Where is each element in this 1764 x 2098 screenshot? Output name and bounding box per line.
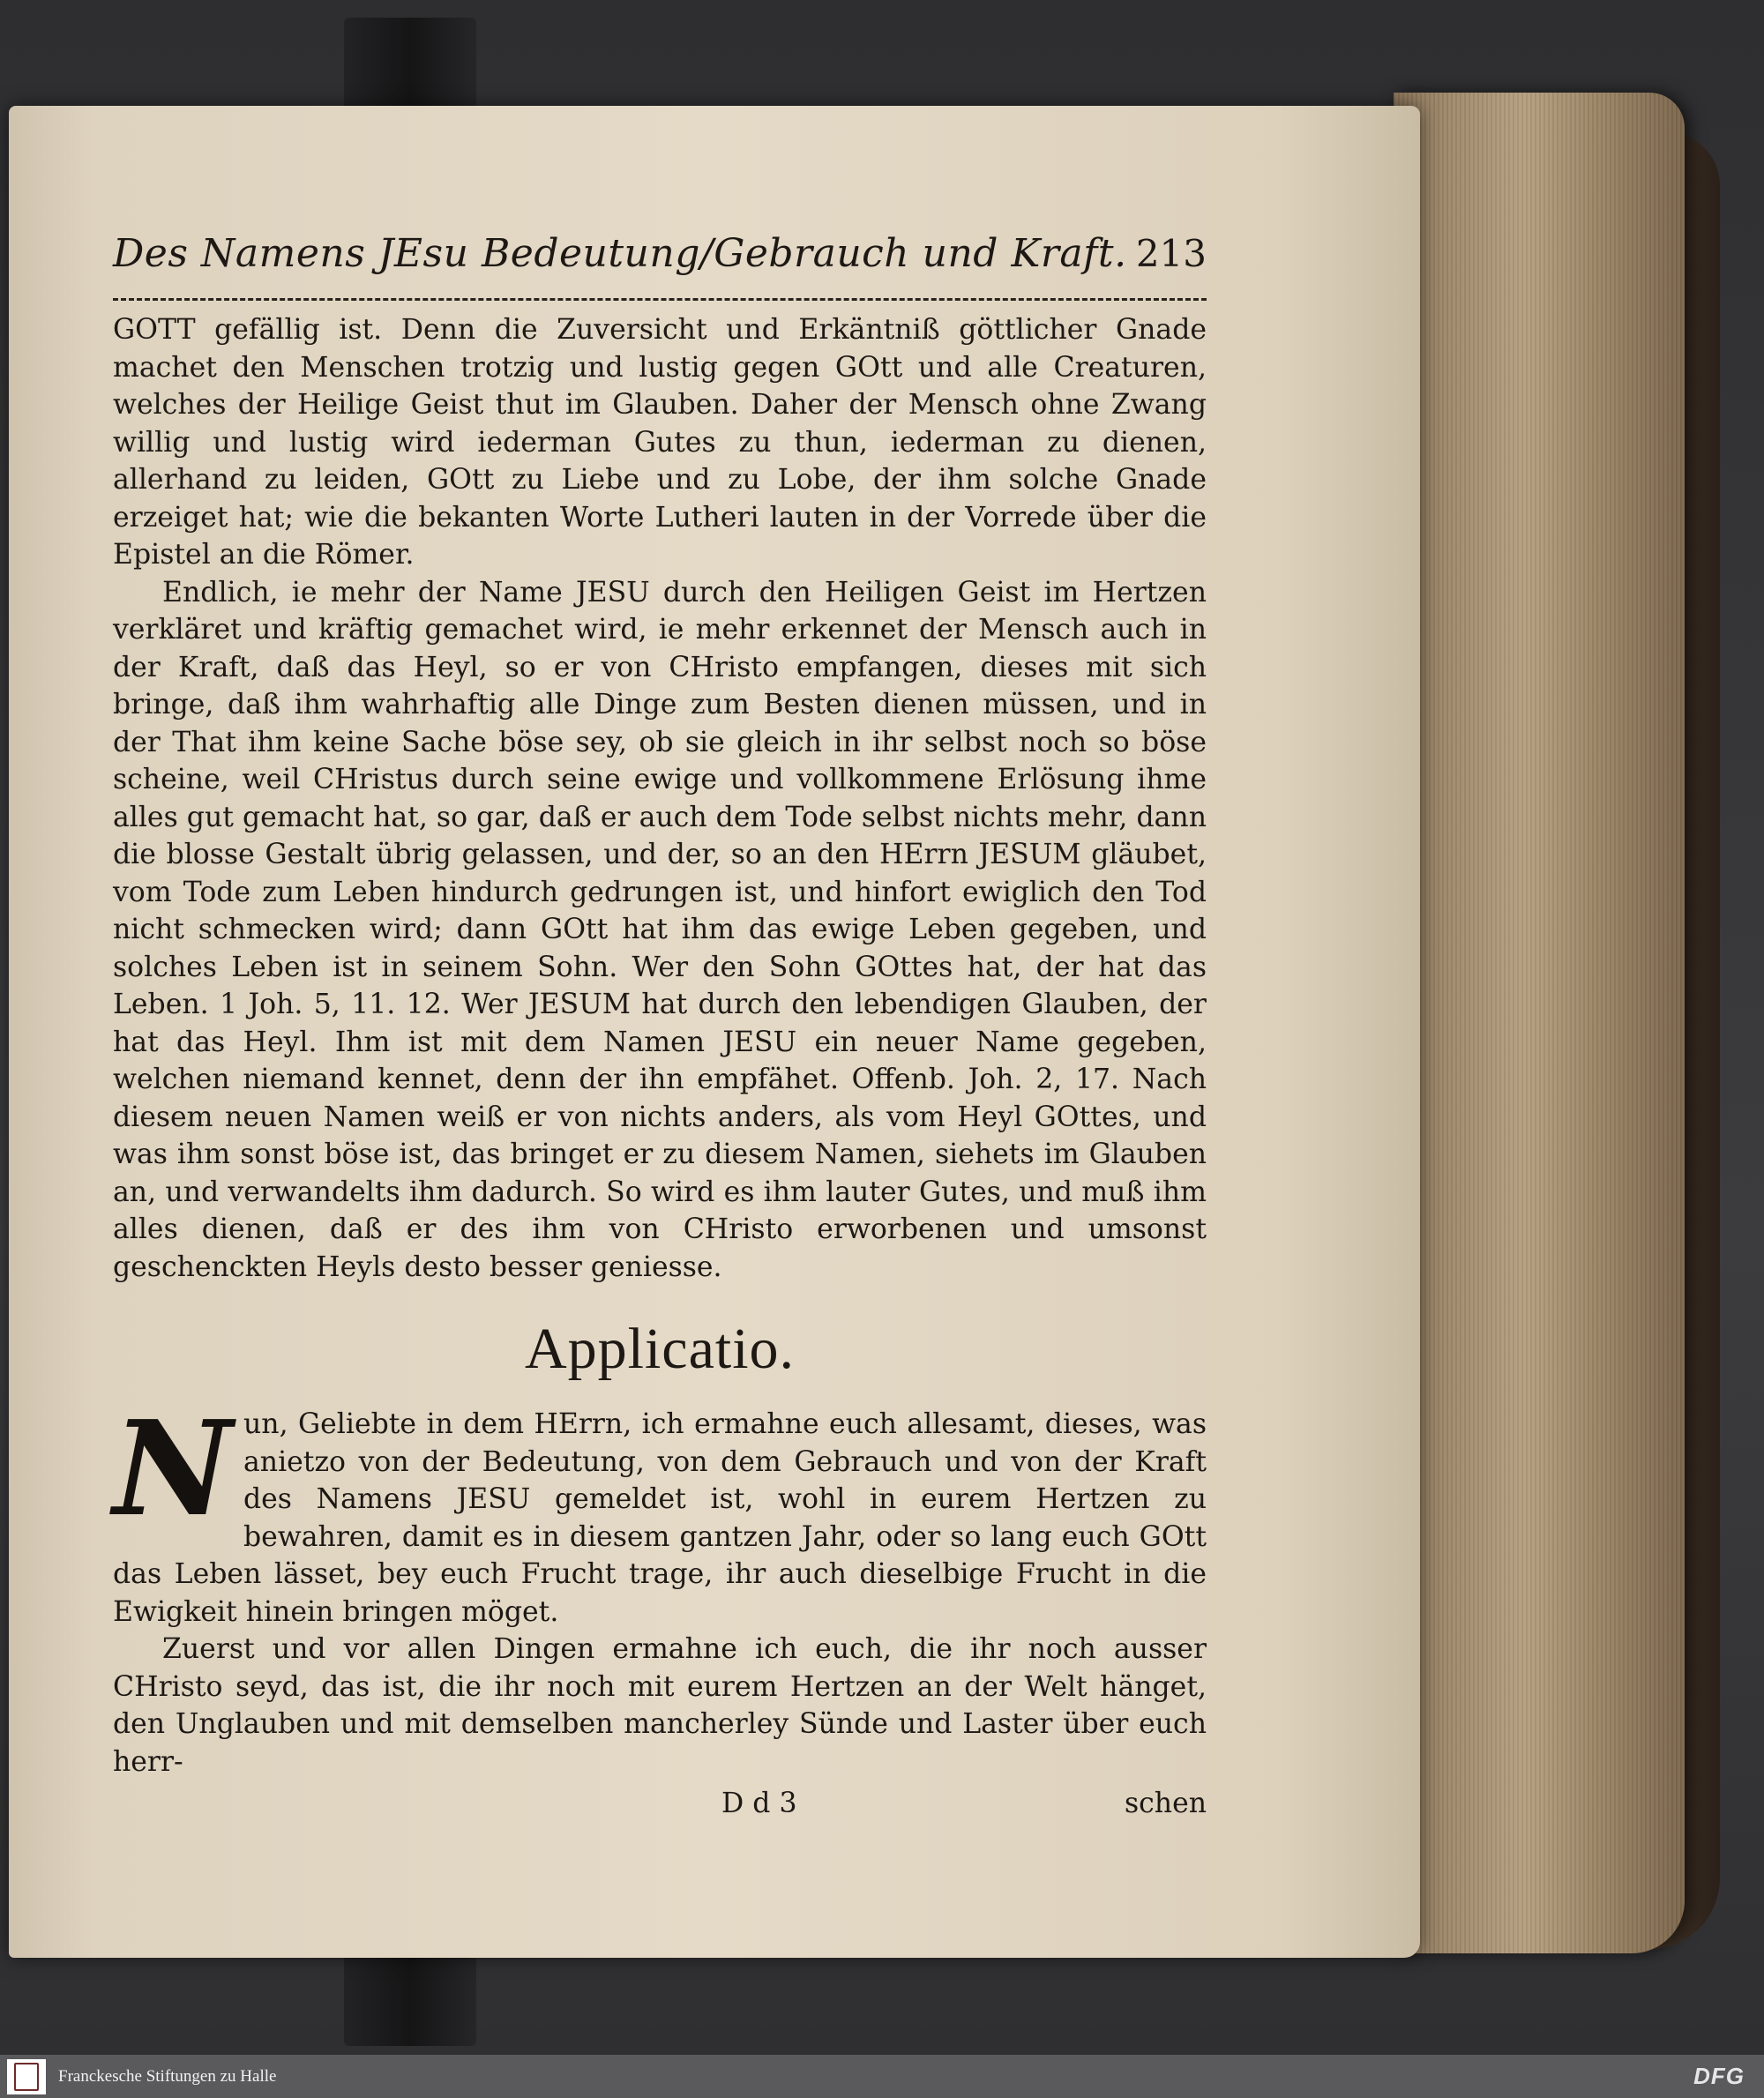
catchword: schen <box>1124 1788 1207 1819</box>
page-footer <box>113 1788 1207 1819</box>
page-edges <box>1394 93 1685 1953</box>
page-text <box>113 231 1207 1819</box>
running-head: Des Namens JEsu Bedeutung/Gebrauch und Kraft. <box>113 231 1127 276</box>
institution-logo <box>7 2059 46 2094</box>
section-heading: Applicatio. <box>524 1317 796 1381</box>
application-section <box>113 1392 1207 1781</box>
institution-name: Franckesche Stiftungen zu Halle <box>58 2066 277 2086</box>
application-paragraph-2: Zuerst und vor allen Dingen ermahne ich euch, die ihr noch ausser CHristo seyd, das ist, die ihr noch mit eurem Hertzen an der Welt hänget, den Unglauben und mit demselben mancherley Sünde und Laster über euch herr- <box>113 1633 1207 1778</box>
dfg-logo: DFG <box>1693 2063 1745 2089</box>
page-header <box>113 231 1207 293</box>
page-number: 213 <box>1135 232 1207 275</box>
header-rule <box>113 298 1207 301</box>
application-paragraph-1: un, Geliebte in dem HErrn, ich ermahne euch allesamt, dieses, was anietzo von der Bedeutung, von dem Gebrauch und von der Kraft des Namens JESU gemeldet ist, wohl in eurem Hertzen zu bewahren, damit es in diesem gantzen Jahr, oder so lang euch GOtt das Leben lässet, bey euch Frucht trage, ihr auch dieselbige Frucht in die Ewigkeit hinein bringen möget. <box>113 1408 1207 1628</box>
institution-bar <box>0 2055 1764 2098</box>
body-paragraph-1: GOTT gefällig ist. Denn die Zuversicht und Erkäntniß göttlicher Gnade machet den Menschen trotzig und lustig gegen GOtt und alle Creaturen, welches der Heilige Geist thut im Glauben. Daher der Mensch ohne Zwang willig und lustig wird iederman Gutes zu thun, iederman zu dienen, allerhand zu leiden, GOtt zu Liebe und zu Lobe, der ihm solche Gnade erzeiget hat; wie die bekanten Worte Lutheri lauten in der Vorrede über die Epistel an die Römer. <box>113 314 1207 571</box>
logo-icon <box>14 2063 39 2091</box>
signature-mark: D d 3 <box>721 1788 797 1819</box>
body-paragraph-2: Endlich, ie mehr der Name JESU durch den Heiligen Geist im Hertzen verkläret und kräftig gemachet wird, ie mehr erkennet der Mensch auch in der Kraft, daß das Heyl, so er von CHristo empfangen, dieses mit sich bringe, daß ihm wahrhaftig alle Dinge zum Besten dienen müssen, und in der That ihm keine Sache böse sey, ob sie gleich in ihr selbst noch so böse scheine, weil CHristus durch seine ewige und vollkommene Erlösung ihme alles gut gemacht hat, so gar, daß er auch dem Tode selbst nichts mehr, dann die blosse Gestalt übrig gelassen, und der, so an den HErrn JESUM gläubet, vom Tode zum Leben hindurch gedrungen ist, und hinfort ewiglich den Tod nicht schmecken wird; dann GOtt hat ihm das ewige Leben gegeben, und solches Leben ist in seinem Sohn. Wer den Sohn GOttes hat, der hat das Leben. 1 Joh. 5, 11. 12. Wer JESUM hat durch den lebendigen Glauben, der hat das Heyl. Ihm ist mit dem Namen JESU ein neuer Name gegeben, welchen niemand kennet, denn der ihn empfähet. Offenb. Joh. 2, 17. Nach diesem neuen Namen weiß er von nichts anders, als vom Heyl GOttes, und was ihm sonst böse ist, das bringet er zu diesem Namen, siehets im Glauben an, und verwandelts ihm dadurch. So wird es ihm lauter Gutes, und muß ihm alles dienen, daß er des ihm von CHristo erworbenen und umsonst geschenckten Heyls desto besser geniesse. <box>113 576 1207 1283</box>
decorated-initial: N <box>113 1392 233 1545</box>
